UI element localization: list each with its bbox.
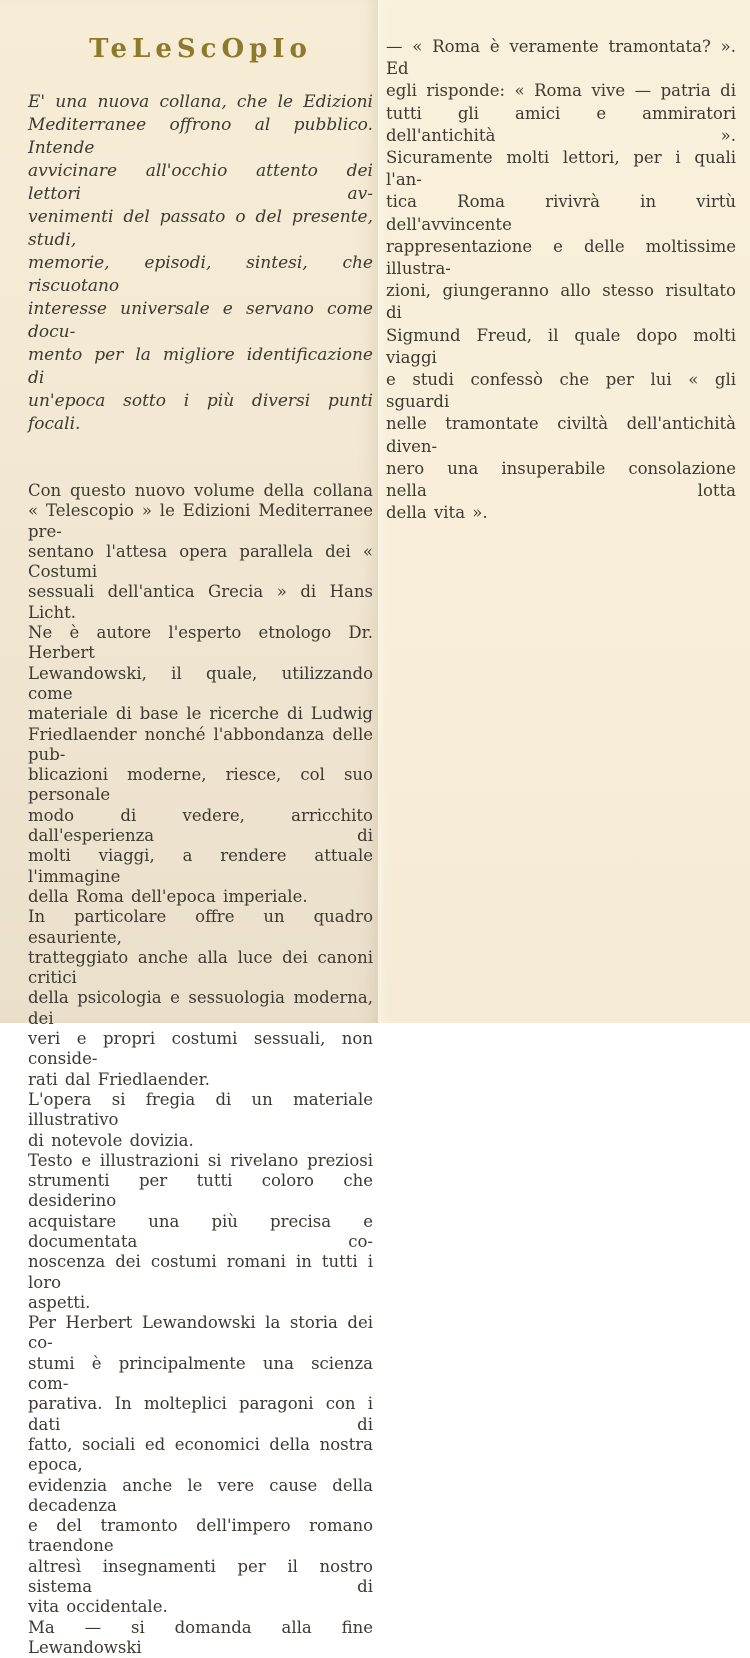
intro-text (28, 91, 373, 436)
text-line: veri e propri costumi sessuali, non conside- (28, 1029, 373, 1069)
text-line: zioni, giungeranno allo stesso risultato di (386, 281, 736, 323)
paragraph (28, 1151, 373, 1313)
text-line: interesse universale e servano come docu- (28, 299, 373, 342)
text-line: parativa. In molteplici paragoni con i dati di (28, 1394, 373, 1434)
text-line: vita occidentale. (28, 1597, 168, 1617)
text-line: strumenti per tutti coloro che desiderino (28, 1171, 373, 1211)
left-body-text (28, 481, 373, 1658)
text-line: avvicinare all'occhio attento dei lettori av- (28, 161, 373, 204)
text-line: fatto, sociali ed economici della nostra epoca, (28, 1434, 373, 1475)
text-line: nelle tramontate civiltà dell'antichità diven- (386, 414, 736, 456)
text-line: evidenzia anche le vere cause della decadenza (28, 1475, 373, 1515)
text-line: e del tramonto dell'impero romano traendone (28, 1516, 373, 1556)
text-line: Lewandowski, il quale, utilizzando come (28, 663, 373, 703)
text-line: Testo e illustrazioni si rivelano preziosi (28, 1150, 373, 1170)
text-line: venimenti del passato o del presente, studi, (28, 207, 373, 250)
text-line: e studi confessò che per lui « gli sguardi (386, 370, 736, 412)
text-line: Ma — si domanda alla fine Lewandowski (28, 1617, 373, 1657)
text-line: Sicuramente molti lettori, per i quali l'an- (386, 148, 736, 190)
paragraph (28, 907, 373, 1090)
paragraph (28, 1090, 373, 1151)
left-column (28, 34, 373, 1658)
text-line: sessuali dell'antica Grecia » di Hans Licht. (28, 582, 373, 622)
text-line: sentano l'attesa opera parallela dei « Costumi (28, 541, 373, 582)
text-line: Sigmund Freud, il quale dopo molti viaggi (386, 325, 736, 367)
text-line: della psicologia e sessuologia moderna, dei (28, 988, 373, 1028)
text-line: L'opera si fregia di un materiale illustrativo (28, 1089, 373, 1130)
text-line: In particolare offre un quadro esauriente, (28, 907, 373, 947)
text-line: Ne è autore l'esperto etnologo Dr. Herbert (28, 623, 373, 663)
text-line: rappresentazione e delle moltissime illustra- (386, 236, 736, 279)
text-line: Con questo nuovo volume della collana (28, 481, 373, 500)
right-body-text (386, 36, 736, 524)
text-line: tica Roma rivivrà in virtù dell'avvincente (386, 192, 736, 234)
text-line: della Roma dell'epoca imperiale. (28, 886, 308, 906)
text-line: mento per la migliore identificazione di (28, 345, 373, 388)
text-line: egli risponde: « Roma vive — patria di (386, 81, 736, 101)
text-line: stumi è principalmente una scienza com- (28, 1353, 373, 1394)
text-line: blicazioni moderne, riesce, col suo personale (28, 765, 373, 805)
paragraph (28, 1313, 373, 1617)
text-line: Per Herbert Lewandowski la storia dei co- (28, 1313, 373, 1353)
text-line: aspetti. (28, 1292, 91, 1312)
text-line: rati dal Friedlaender. (28, 1069, 210, 1089)
paragraph (28, 1618, 373, 1658)
text-line: un'epoca sotto i più diversi punti focali. (28, 391, 373, 434)
text-line: noscenza dei costumi romani in tutti i loro (28, 1252, 373, 1292)
paragraph (386, 36, 736, 524)
text-line: memorie, episodi, sintesi, che riscuotano (28, 253, 373, 296)
text-line: altresì insegnamenti per il nostro sistema di (28, 1556, 373, 1597)
text-line: tutti gli amici e ammiratori dell'antichità ». (386, 103, 736, 145)
right-column (386, 36, 736, 524)
text-line: modo di vedere, arricchito dall'esperienza di (28, 805, 373, 846)
text-line: E' una nuova collana, che le Edizioni (28, 92, 373, 112)
text-line: acquistare una più precisa e documentata co- (28, 1211, 373, 1251)
text-line: nero una insuperabile consolazione nella lotta (386, 458, 736, 501)
text-line: della vita ». (386, 503, 488, 523)
paragraph (28, 91, 373, 436)
paragraph (28, 481, 373, 907)
series-title: TeLeScOpIo (89, 34, 312, 64)
text-line: di notevole dovizia. (28, 1130, 194, 1150)
text-line: Mediterranee offrono al pubblico. Intende (28, 115, 373, 158)
text-line: « Telescopio » le Edizioni Mediterranee pre- (28, 501, 373, 541)
text-line: — « Roma è veramente tramontata? ». Ed (386, 37, 736, 79)
text-line: Friedlaender nonché l'abbondanza delle pub- (28, 724, 373, 764)
text-line: tratteggiato anche alla luce dei canoni critici (28, 947, 373, 988)
text-line: molti viaggi, a rendere attuale l'immagine (28, 846, 373, 886)
text-line: materiale di base le ricerche di Ludwig (28, 704, 373, 724)
